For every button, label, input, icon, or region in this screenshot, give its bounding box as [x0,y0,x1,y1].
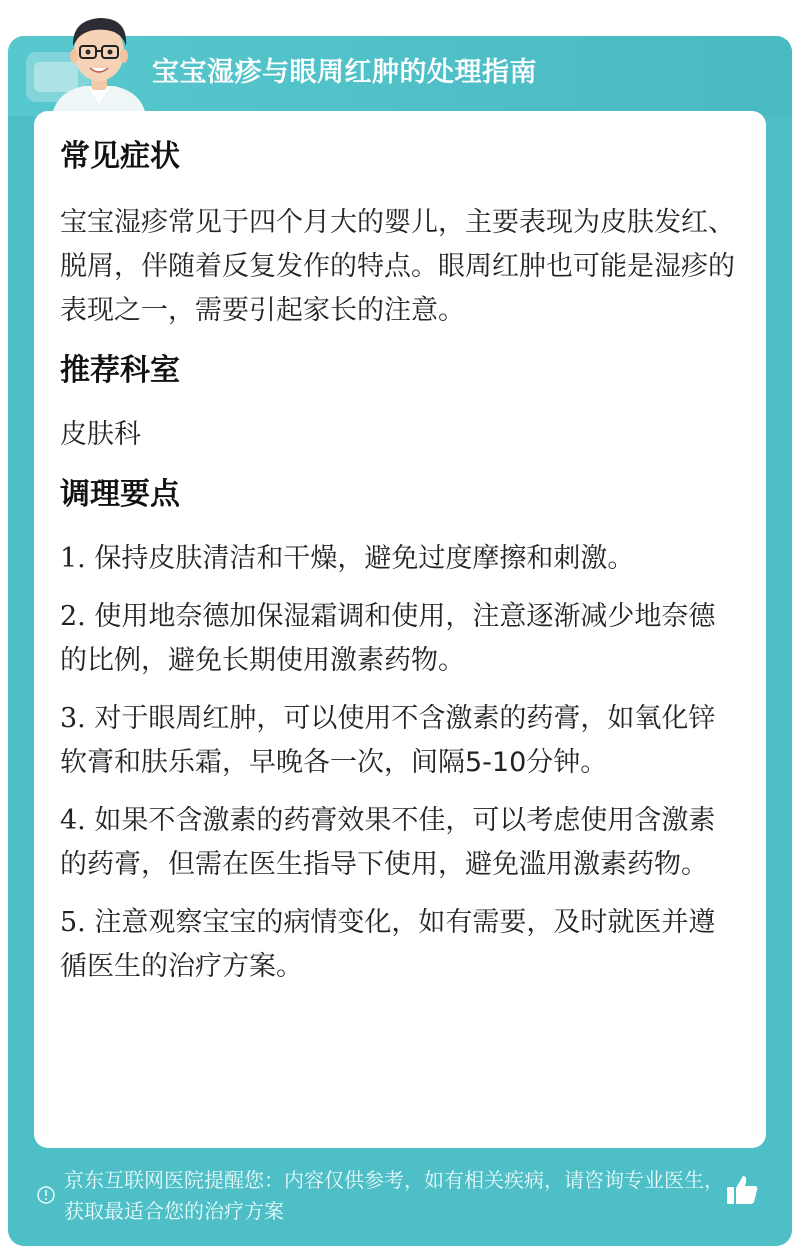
doctor-avatar [44,6,154,116]
list-number: 5. [60,907,86,938]
list-number: 2. [60,601,86,632]
symptoms-text: 宝宝湿疹常见于四个月大的婴儿，主要表现为皮肤发红、脱屑，伴随着反复发作的特点。眼周红肿也可能是湿疹的表现之一，需要引起家长的注意。 [60,207,735,326]
care-item-1 [60,537,740,581]
care-list [60,537,740,989]
care-item-2 [60,595,740,683]
list-text: 注意观察宝宝的病情变化，如有需要，及时就医并遵循医生的治疗方案。 [60,907,716,982]
list-number: 3. [60,703,86,734]
disclaimer-text: 京东互联网医院提醒您：内容仅供参考，如有相关疾病，请咨询专业医生，获取最适合您的治疗方案 [64,1168,724,1223]
list-text: 对于眼周红肿，可以使用不含激素的药膏，如氧化锌软膏和肤乐霜，早晚各一次，间隔5-10分钟。 [60,703,716,778]
list-number: 4. [60,805,86,836]
page-title: 宝宝湿疹与眼周红肿的处理指南 [152,57,537,88]
content-card [34,111,766,1148]
list-text: 如果不含激素的药膏效果不佳，可以考虑使用含激素的药膏，但需在医生指导下使用，避免滥用激素药物。 [60,805,716,880]
department-heading: 推荐科室 [60,353,180,388]
care-item-5 [60,901,740,989]
care-heading: 调理要点 [60,477,180,512]
info-circle-icon [36,1185,56,1205]
symptoms-heading: 常见症状 [60,139,180,174]
department-text: 皮肤科 [60,419,141,450]
list-number: 1. [60,543,86,574]
content-body [60,135,740,989]
thumbs-up-icon[interactable] [724,1172,760,1208]
list-text: 保持皮肤清洁和干燥，避免过度摩擦和刺激。 [94,543,635,574]
care-item-4 [60,799,740,887]
care-item-3 [60,697,740,785]
list-text: 使用地奈德加保湿霜调和使用，注意逐渐减少地奈德的比例，避免长期使用激素药物。 [60,601,716,676]
